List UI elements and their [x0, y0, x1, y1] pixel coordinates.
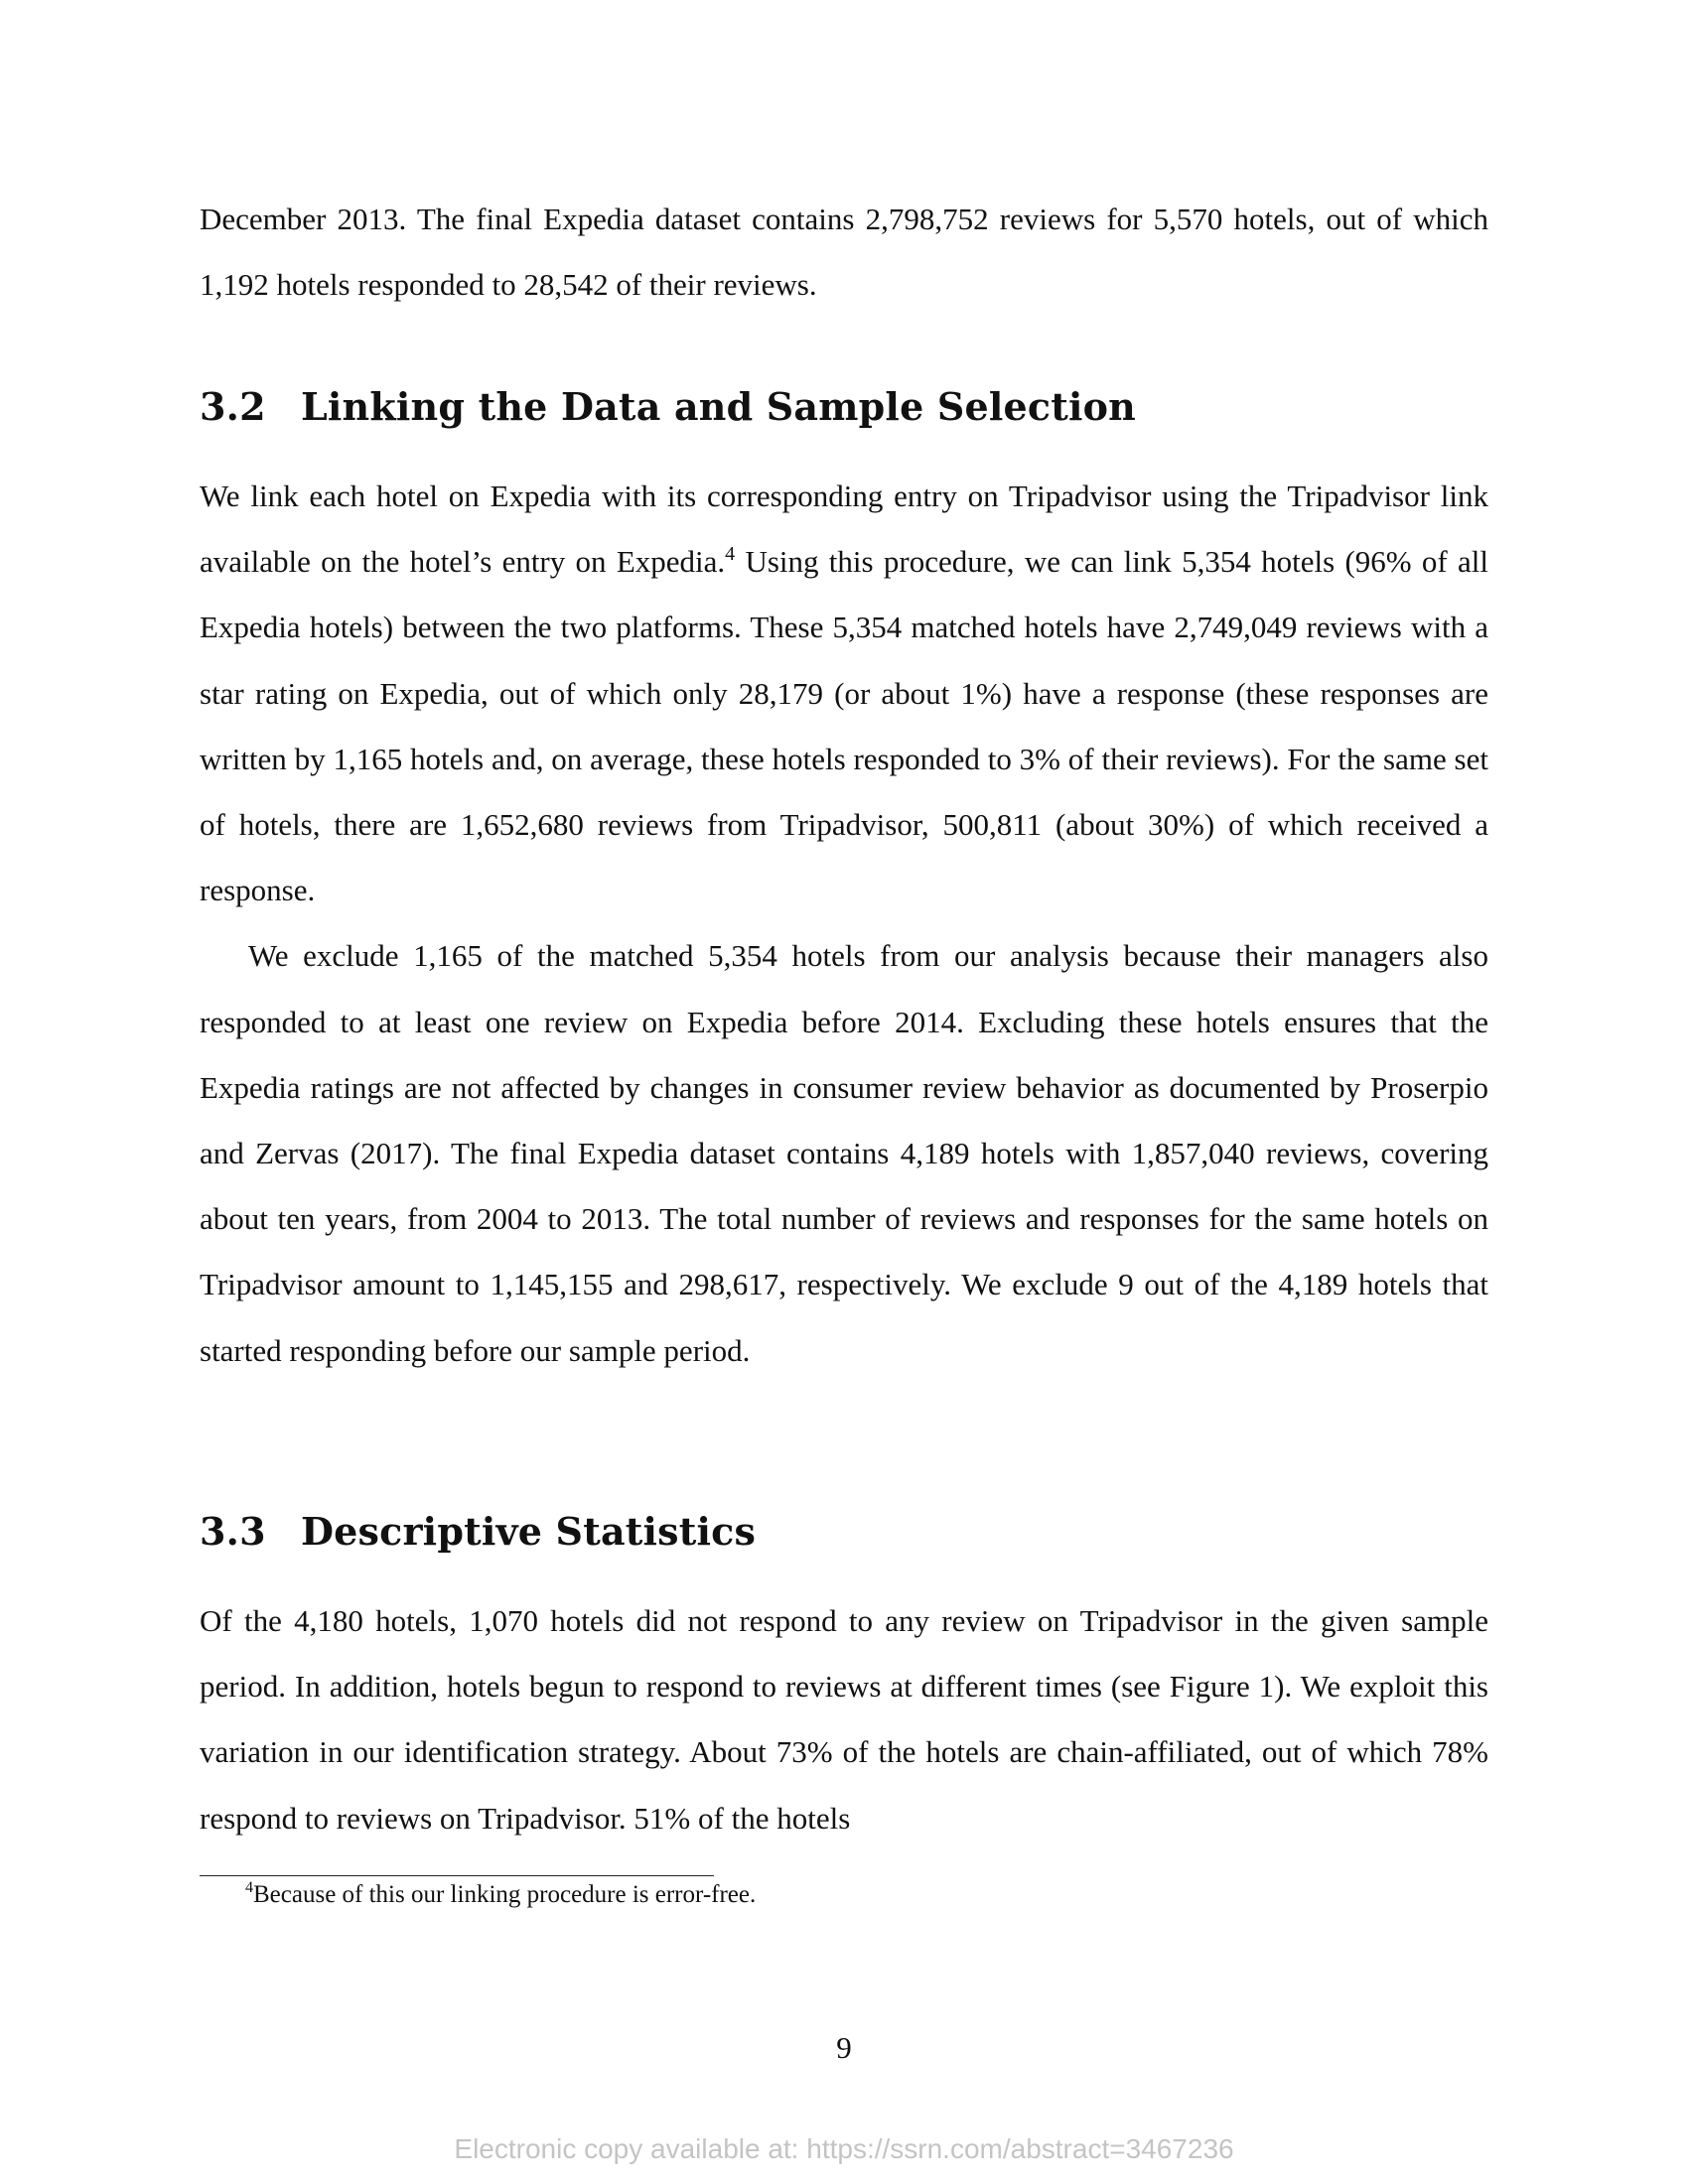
section-heading-3-3: [200, 1507, 1488, 1557]
ssrn-footer-link[interactable]: Electronic copy available at: https://ssrn.com/abstract=3467236: [454, 2133, 1234, 2164]
paragraph-text: Using this procedure, we can link 5,354 hotels (96% of all Expedia hotels) between the two platforms. These 5,354 matched hotels have 2,749,049 reviews with a star rating on Expedia, out of which only 28,179 (or about 1%) have a response (these responses are written by 1,165 hotels and, on average, these hotels responded to 3% of their reviews). For the same set of hotels, there are 1,652,680 reviews from Tripadvisor, 500,811 (about 30%) of which received a response.: [200, 544, 1489, 908]
footnote-text: Because of this our linking procedure is error-free.: [253, 1881, 757, 1908]
section-heading-3-2: [200, 382, 1488, 432]
page-number: 9: [836, 2030, 852, 2065]
body-text-top: [200, 187, 1488, 318]
section-3-2: [200, 382, 1488, 432]
paragraph-text: We link each hotel on Expedia with its corresponding entry on Tripadvisor using the Tripadvisor link available on the hotel’s entry on Expedia.: [200, 478, 1488, 580]
footnote: [245, 1878, 1437, 1912]
paragraph-descriptive: Of the 4,180 hotels, 1,070 hotels did not respond to any review on Tripadvisor in the given sample period. In addition, hotels begun to respond to reviews at different times (see Figure 1). We exploit this variation in our identification strategy. About 73% of the hotels are chain-affiliated, out of which 78% respond to reviews on Tripadvisor. 51% of the hotels: [200, 1603, 1488, 1836]
section-3-2-body: [200, 464, 1488, 1384]
section-title: Linking the Data and Sample Selection: [301, 384, 1137, 429]
section-3-3: [200, 1507, 1488, 1557]
footnote-reference[interactable]: 4: [725, 543, 736, 566]
section-title: Descriptive Statistics: [301, 1509, 757, 1554]
section-3-3-body: [200, 1588, 1488, 1851]
paragraph-intro: December 2013. The final Expedia dataset contains 2,798,752 reviews for 5,570 hotels, out of which 1,192 hotels responded to 28,542 of their reviews.: [200, 202, 1488, 303]
paragraph-linking: [200, 464, 1488, 923]
paragraph-exclusion: We exclude 1,165 of the matched 5,354 hotels from our analysis because their managers also responded to at least one review on Expedia before 2014. Excluding these hotels ensures that the Expedia ratings are not affected by changes in consumer review behavior as documented by Proserpio and Zervas (2017). The final Expedia dataset contains 4,189 hotels with 1,857,040 reviews, covering about ten years, from 2004 to 2013. The total number of reviews and responses for the same hotels on Tripadvisor amount to 1,145,155 and 298,617, respectively. We exclude 9 out of the 4,189 hotels that started responding before our sample period.: [200, 938, 1488, 1368]
footnote-number: 4: [245, 1879, 253, 1896]
section-number: 3.2: [200, 384, 266, 429]
section-number: 3.3: [200, 1509, 266, 1554]
footnote-divider: [200, 1875, 714, 1876]
